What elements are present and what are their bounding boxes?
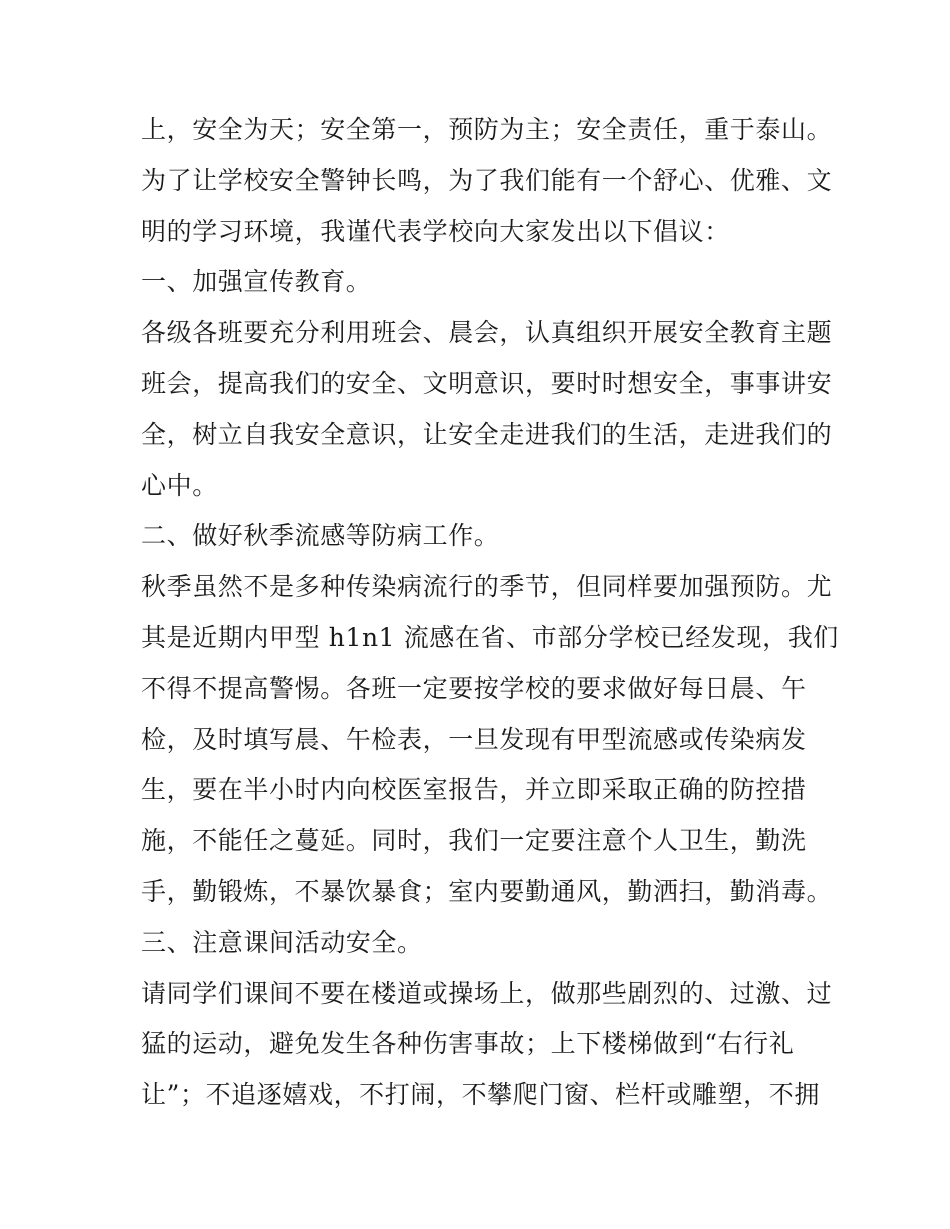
document-body [141, 105, 839, 1121]
text-line: 猛的运动，避免发生各种伤害事故；上下楼梯做到“右行礼 [141, 1029, 795, 1059]
text-line: 各级各班要充分利用班会、晨会，认真组织开展安全教育主题 [141, 318, 833, 348]
text-line: 不得不提高警惕。各班一定要按学校的要求做好每日晨、午 [141, 673, 807, 703]
text-line: 手，勤锻炼，不暴饮暴食；室内要勤通风，勤洒扫，勤消毒。 [141, 876, 833, 906]
text-line: 上，安全为天；安全第一，预防为主；安全责任，重于泰山。 [141, 115, 833, 144]
text-line: 其是近期内甲型 h1n1 流感在省、市部分学校已经发现，我们 [141, 622, 839, 652]
text-line: 为了让学校安全警钟长鸣，为了我们能有一个舒心、优雅、文 [141, 165, 833, 195]
text-line: 全，树立自我安全意识，让安全走进我们的生活，走进我们的 [141, 419, 833, 449]
text-line: 请同学们课间不要在楼道或操场上，做那些剧烈的、过激、过 [141, 978, 833, 1008]
text-line: 生，要在半小时内向校医室报告，并立即采取正确的防控措 [141, 775, 807, 805]
section-heading: 三、注意课间活动安全。 [141, 927, 423, 957]
text-line: 班会，提高我们的安全、文明意识，要时时想安全，事事讲安 [141, 368, 833, 398]
section-heading: 一、加强宣传教育。 [141, 267, 372, 297]
text-line: 心中。 [141, 470, 218, 500]
text-line: 检，及时填写晨、午检表，一旦发现有甲型流感或传染病发 [141, 724, 807, 754]
text-line: 让”；不追逐嬉戏，不打闹，不攀爬门窗、栏杆或雕塑，不拥 [141, 1080, 820, 1110]
text-line: 明的学习环境，我谨代表学校向大家发出以下倡议： [141, 216, 730, 246]
section-heading: 二、做好秋季流感等防病工作。 [141, 521, 500, 551]
text-line: 秋季虽然不是多种传染病流行的季节，但同样要加强预防。尤 [141, 572, 833, 602]
text-line: 施，不能任之蔓延。同时，我们一定要注意个人卫生，勤洗 [141, 826, 807, 856]
